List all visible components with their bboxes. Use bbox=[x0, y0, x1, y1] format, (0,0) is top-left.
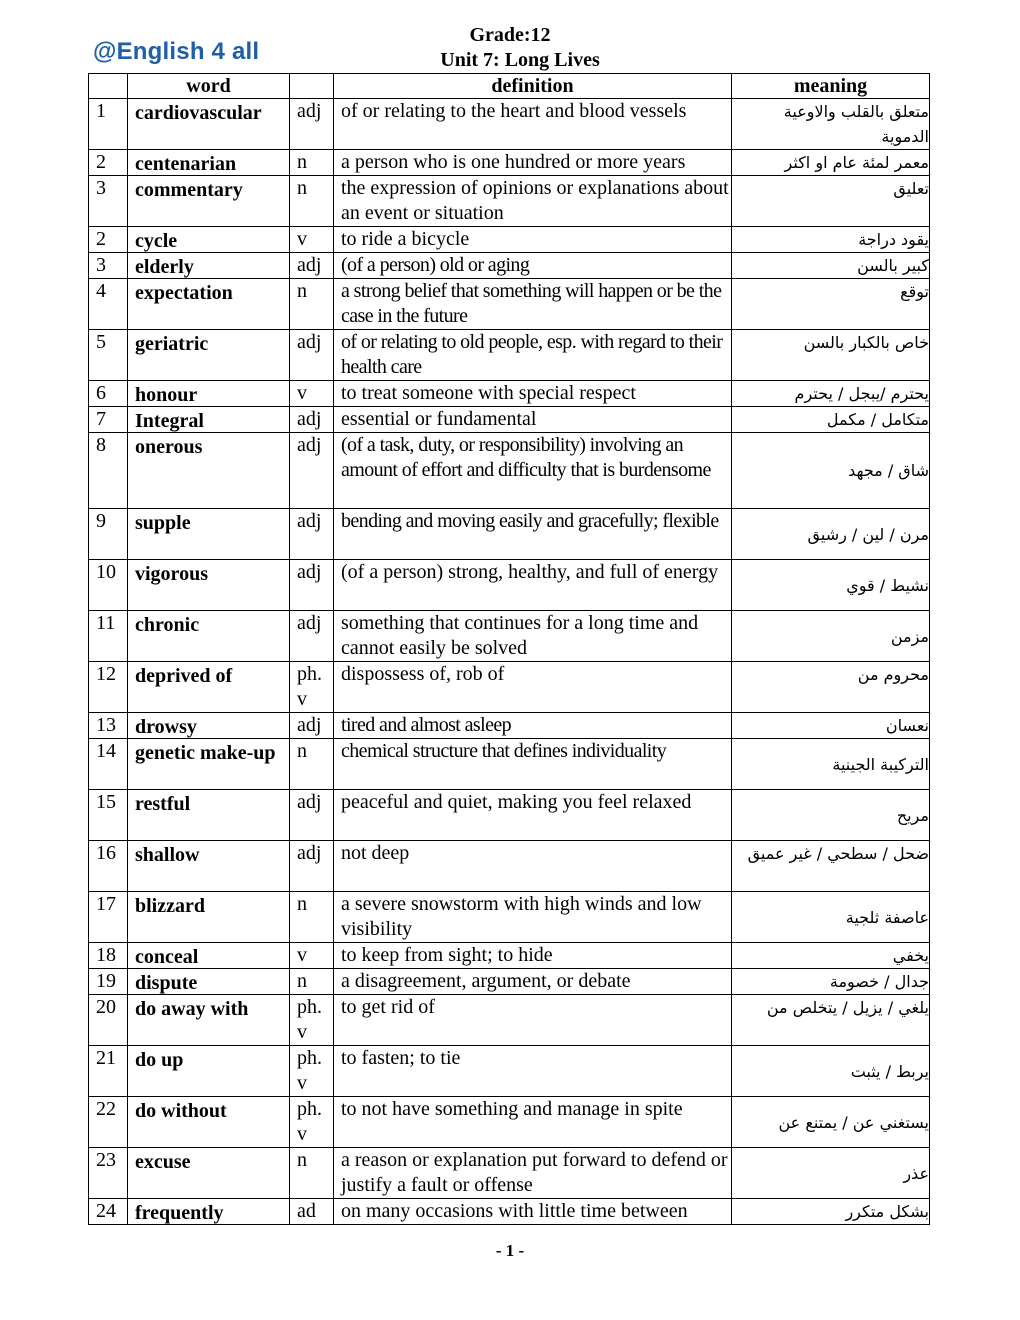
row-number: 18 bbox=[89, 943, 128, 969]
row-pos: n bbox=[290, 176, 334, 227]
word-text: do away with bbox=[135, 998, 249, 1020]
row-pos: ph. v bbox=[290, 1046, 334, 1097]
row-pos: adj bbox=[290, 790, 334, 841]
row-meaning: جدال / خصومة bbox=[732, 969, 930, 995]
header-word: word bbox=[128, 74, 290, 99]
vocabulary-table bbox=[88, 73, 930, 1225]
row-meaning: يقود دراجة bbox=[732, 227, 930, 253]
row-pos: n bbox=[290, 892, 334, 943]
row-definition: to not have something and manage in spite bbox=[334, 1097, 732, 1148]
word-text: shallow bbox=[135, 844, 200, 866]
table-row bbox=[89, 407, 930, 433]
header-pos bbox=[290, 74, 334, 99]
row-pos: v bbox=[290, 381, 334, 407]
word-text: centenarian bbox=[135, 153, 237, 175]
page-number: - 1 - bbox=[495, 1241, 525, 1260]
row-number: 19 bbox=[89, 969, 128, 995]
table-row bbox=[89, 662, 930, 713]
row-definition: a person who is one hundred or more years bbox=[334, 150, 732, 176]
row-meaning: شاق / مجهد bbox=[732, 433, 930, 509]
row-number: 6 bbox=[89, 381, 128, 407]
row-pos: n bbox=[290, 739, 334, 790]
row-definition: a reason or explanation put forward to defend or justify a fault or offense bbox=[334, 1148, 732, 1199]
table-row bbox=[89, 892, 930, 943]
row-word bbox=[128, 662, 290, 713]
row-meaning: يربط / يثبت bbox=[732, 1046, 930, 1097]
row-number: 20 bbox=[89, 995, 128, 1046]
table-row bbox=[89, 1148, 930, 1199]
word-text: commentary bbox=[135, 179, 243, 201]
row-meaning: ضحل / سطحي / غير عميق bbox=[732, 841, 930, 892]
row-word bbox=[128, 739, 290, 790]
word-text: conceal bbox=[135, 946, 199, 968]
word-text: drowsy bbox=[135, 716, 197, 738]
row-number: 12 bbox=[89, 662, 128, 713]
row-word bbox=[128, 509, 290, 560]
row-pos: adj bbox=[290, 253, 334, 279]
word-text: geriatric bbox=[135, 333, 209, 355]
word-text: chronic bbox=[135, 614, 200, 636]
row-number: 4 bbox=[89, 279, 128, 330]
row-number: 8 bbox=[89, 433, 128, 509]
row-definition: essential or fundamental bbox=[334, 407, 732, 433]
row-pos: ph. v bbox=[290, 1097, 334, 1148]
row-number: 11 bbox=[89, 611, 128, 662]
row-pos: adj bbox=[290, 433, 334, 509]
row-meaning: مرن / لين / رشيق bbox=[732, 509, 930, 560]
row-word bbox=[128, 1097, 290, 1148]
row-meaning: يخفي bbox=[732, 943, 930, 969]
row-meaning: يحترم /يبجل / يحترم bbox=[732, 381, 930, 407]
row-pos: adj bbox=[290, 560, 334, 611]
row-meaning: تعليق bbox=[732, 176, 930, 227]
row-number: 14 bbox=[89, 739, 128, 790]
row-word bbox=[128, 611, 290, 662]
row-word bbox=[128, 381, 290, 407]
row-definition: (of a task, duty, or responsibility) involving an amount of effort and difficulty that is burdensome bbox=[334, 433, 732, 509]
row-word bbox=[128, 995, 290, 1046]
brand-logo-text: @English 4 all bbox=[93, 38, 260, 65]
row-number: 13 bbox=[89, 713, 128, 739]
table-row bbox=[89, 509, 930, 560]
row-pos: n bbox=[290, 150, 334, 176]
row-number: 2 bbox=[89, 150, 128, 176]
table-row bbox=[89, 713, 930, 739]
word-text: elderly bbox=[135, 256, 194, 278]
row-definition: a strong belief that something will happen or be the case in the future bbox=[334, 279, 732, 330]
row-meaning: خاص بالكبار بالسن bbox=[732, 330, 930, 381]
row-pos: adj bbox=[290, 509, 334, 560]
row-number: 17 bbox=[89, 892, 128, 943]
row-number: 3 bbox=[89, 253, 128, 279]
table-row bbox=[89, 253, 930, 279]
row-definition: dispossess of, rob of bbox=[334, 662, 732, 713]
row-number: 5 bbox=[89, 330, 128, 381]
row-number: 1 bbox=[89, 99, 128, 150]
row-meaning: بشكل متكرر bbox=[732, 1199, 930, 1225]
row-word bbox=[128, 227, 290, 253]
row-definition: (of a person) strong, healthy, and full of energy bbox=[334, 560, 732, 611]
row-pos: adj bbox=[290, 841, 334, 892]
row-word bbox=[128, 1148, 290, 1199]
row-definition: peaceful and quiet, making you feel relaxed bbox=[334, 790, 732, 841]
row-definition: to fasten; to tie bbox=[334, 1046, 732, 1097]
row-meaning: محروم من bbox=[732, 662, 930, 713]
row-definition: of or relating to old people, esp. with regard to their health care bbox=[334, 330, 732, 381]
word-text: cardiovascular bbox=[135, 102, 262, 124]
row-pos: adj bbox=[290, 99, 334, 150]
header-num bbox=[89, 74, 128, 99]
table-row bbox=[89, 611, 930, 662]
row-meaning: مزمن bbox=[732, 611, 930, 662]
table-row bbox=[89, 739, 930, 790]
row-number: 23 bbox=[89, 1148, 128, 1199]
word-text: Integral bbox=[135, 410, 204, 432]
word-text: genetic make-up bbox=[135, 742, 276, 764]
row-meaning: يستغني عن / يمتنع عن bbox=[732, 1097, 930, 1148]
word-text: cycle bbox=[135, 230, 178, 252]
table-row bbox=[89, 176, 930, 227]
table-row bbox=[89, 150, 930, 176]
row-definition: to keep from sight; to hide bbox=[334, 943, 732, 969]
word-text: expectation bbox=[135, 282, 233, 304]
row-definition: (of a person) old or aging bbox=[334, 253, 732, 279]
row-meaning: نشيط / قوي bbox=[732, 560, 930, 611]
row-word bbox=[128, 943, 290, 969]
word-text: do without bbox=[135, 1100, 227, 1122]
table-row bbox=[89, 330, 930, 381]
row-number: 7 bbox=[89, 407, 128, 433]
row-word bbox=[128, 1046, 290, 1097]
table-row bbox=[89, 560, 930, 611]
word-text: blizzard bbox=[135, 895, 205, 917]
row-definition: on many occasions with little time between bbox=[334, 1199, 732, 1225]
row-number: 16 bbox=[89, 841, 128, 892]
row-number: 9 bbox=[89, 509, 128, 560]
row-pos: ph. v bbox=[290, 995, 334, 1046]
table-row bbox=[89, 1046, 930, 1097]
row-definition: to get rid of bbox=[334, 995, 732, 1046]
row-number: 15 bbox=[89, 790, 128, 841]
unit-title: Unit 7: Long Lives bbox=[440, 49, 600, 71]
table-row bbox=[89, 841, 930, 892]
row-word bbox=[128, 253, 290, 279]
row-definition: to ride a bicycle bbox=[334, 227, 732, 253]
row-word bbox=[128, 330, 290, 381]
row-meaning: التركيبة الجينية bbox=[732, 739, 930, 790]
row-word bbox=[128, 99, 290, 150]
row-definition: a severe snowstorm with high winds and low visibility bbox=[334, 892, 732, 943]
word-text: honour bbox=[135, 384, 198, 406]
header-meaning: meaning bbox=[732, 74, 930, 99]
table-row bbox=[89, 99, 930, 150]
row-word bbox=[128, 176, 290, 227]
row-pos: n bbox=[290, 279, 334, 330]
row-number: 2 bbox=[89, 227, 128, 253]
row-pos: n bbox=[290, 969, 334, 995]
row-number: 10 bbox=[89, 560, 128, 611]
row-meaning: كبير بالسن bbox=[732, 253, 930, 279]
row-meaning: متكامل / مكمل bbox=[732, 407, 930, 433]
row-word bbox=[128, 969, 290, 995]
table-row bbox=[89, 433, 930, 509]
row-meaning: عاصفة ثلجية bbox=[732, 892, 930, 943]
row-pos: n bbox=[290, 1148, 334, 1199]
row-pos: ph. v bbox=[290, 662, 334, 713]
row-pos: adj bbox=[290, 713, 334, 739]
word-text: onerous bbox=[135, 436, 203, 458]
word-text: vigorous bbox=[135, 563, 208, 585]
row-definition: tired and almost asleep bbox=[334, 713, 732, 739]
row-pos: adj bbox=[290, 611, 334, 662]
table-row bbox=[89, 969, 930, 995]
row-definition: bending and moving easily and gracefully; flexible bbox=[334, 509, 732, 560]
table-row bbox=[89, 995, 930, 1046]
row-word bbox=[128, 279, 290, 330]
row-number: 3 bbox=[89, 176, 128, 227]
table-row bbox=[89, 227, 930, 253]
row-word bbox=[128, 150, 290, 176]
row-meaning: عذر bbox=[732, 1148, 930, 1199]
row-definition: to treat someone with special respect bbox=[334, 381, 732, 407]
row-number: 21 bbox=[89, 1046, 128, 1097]
word-text: frequently bbox=[135, 1202, 224, 1224]
row-pos: v bbox=[290, 227, 334, 253]
row-definition: a disagreement, argument, or debate bbox=[334, 969, 732, 995]
table-row bbox=[89, 790, 930, 841]
row-meaning: توقع bbox=[732, 279, 930, 330]
row-meaning: متعلق بالقلب والاوعية الدموية bbox=[732, 99, 930, 150]
row-number: 22 bbox=[89, 1097, 128, 1148]
word-text: restful bbox=[135, 793, 191, 815]
row-word bbox=[128, 1199, 290, 1225]
row-pos: adj bbox=[290, 407, 334, 433]
table-row bbox=[89, 1097, 930, 1148]
row-definition: chemical structure that defines individuality bbox=[334, 739, 732, 790]
row-meaning: يلغي / يزيل / يتخلص من bbox=[732, 995, 930, 1046]
row-definition: not deep bbox=[334, 841, 732, 892]
grade-title: Grade:12 bbox=[469, 24, 551, 46]
row-pos: ad bbox=[290, 1199, 334, 1225]
table-header-row bbox=[89, 74, 930, 99]
word-text: do up bbox=[135, 1049, 184, 1071]
row-word bbox=[128, 560, 290, 611]
table-row bbox=[89, 1199, 930, 1225]
row-number: 24 bbox=[89, 1199, 128, 1225]
word-text: deprived of bbox=[135, 665, 233, 687]
table-row bbox=[89, 943, 930, 969]
row-word bbox=[128, 790, 290, 841]
row-meaning: مريح bbox=[732, 790, 930, 841]
row-pos: v bbox=[290, 943, 334, 969]
row-word bbox=[128, 841, 290, 892]
table-row bbox=[89, 279, 930, 330]
row-meaning: نعسان bbox=[732, 713, 930, 739]
row-meaning: معمر لمئة عام او اكثر bbox=[732, 150, 930, 176]
row-definition: the expression of opinions or explanations about an event or situation bbox=[334, 176, 732, 227]
row-definition: of or relating to the heart and blood vessels bbox=[334, 99, 732, 150]
header-definition: definition bbox=[334, 74, 732, 99]
row-definition: something that continues for a long time and cannot easily be solved bbox=[334, 611, 732, 662]
word-text: supple bbox=[135, 512, 191, 534]
table-row bbox=[89, 381, 930, 407]
row-word bbox=[128, 433, 290, 509]
word-text: excuse bbox=[135, 1151, 191, 1173]
row-pos: adj bbox=[290, 330, 334, 381]
row-word bbox=[128, 407, 290, 433]
word-text: dispute bbox=[135, 972, 198, 994]
row-word bbox=[128, 713, 290, 739]
row-word bbox=[128, 892, 290, 943]
